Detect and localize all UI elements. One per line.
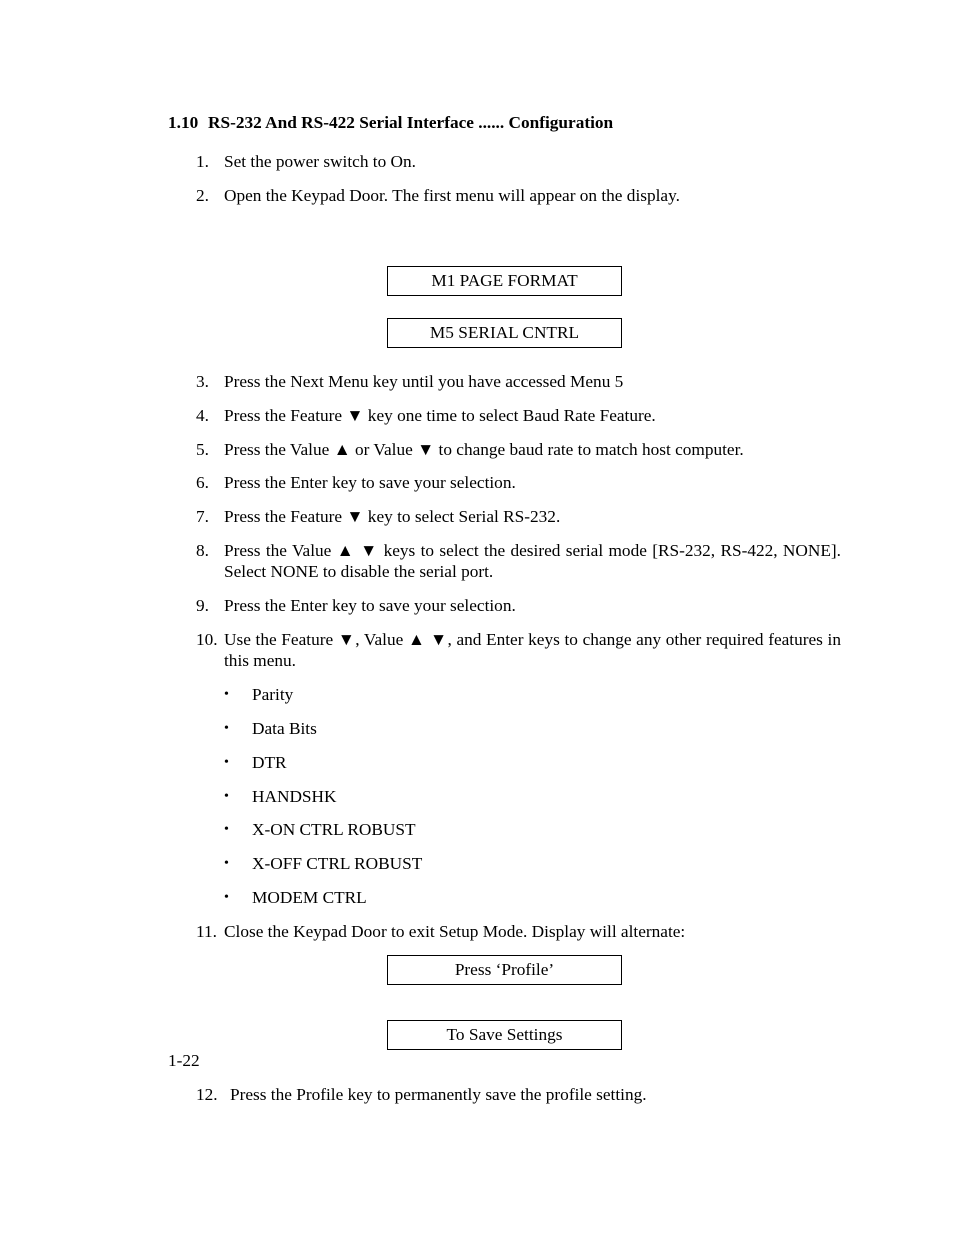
step-text: Press the Next Menu key until you have accessed Menu 5 <box>224 372 624 391</box>
step-number: 6. <box>196 473 209 492</box>
feature-label: MODEM CTRL <box>252 888 367 907</box>
page-number: 1-22 <box>168 1051 200 1070</box>
bullet-icon: • <box>224 755 229 770</box>
display-box-save-settings: To Save Settings <box>387 1020 622 1050</box>
bullet-icon: • <box>224 721 229 736</box>
bullet-icon: • <box>224 822 229 837</box>
feature-label: X-OFF CTRL ROBUST <box>252 854 423 873</box>
step-number: 10. <box>196 630 218 649</box>
step-number: 2. <box>196 186 209 205</box>
step-text: Press the Feature ▼ key one time to select Baud Rate Feature. <box>224 406 656 425</box>
display-box-m5: M5 SERIAL CNTRL <box>387 318 622 348</box>
step-text: Press the Profile key to permanently save the profile setting. <box>230 1085 647 1104</box>
step-number: 7. <box>196 507 209 526</box>
feature-item <box>224 853 422 874</box>
step-item <box>196 540 841 582</box>
step-text: Set the power switch to On. <box>224 152 416 171</box>
feature-label: Parity <box>252 685 294 704</box>
step-item <box>196 151 841 172</box>
step-item <box>196 921 841 942</box>
section-heading <box>168 113 613 133</box>
feature-label: HANDSHK <box>252 787 337 806</box>
step-number: 3. <box>196 372 209 391</box>
step-item <box>196 1084 841 1105</box>
feature-item <box>224 718 317 739</box>
bullet-icon: • <box>224 687 229 702</box>
feature-label: Data Bits <box>252 719 317 738</box>
step-text: Use the Feature ▼, Value ▲ ▼, and Enter keys to change any other required features in this menu. <box>224 630 841 670</box>
feature-item <box>224 786 337 807</box>
display-box-m1: M1 PAGE FORMAT <box>387 266 622 296</box>
section-number: 1.10 <box>168 113 199 132</box>
feature-label: DTR <box>252 753 287 772</box>
step-text: Press the Value ▲ ▼ keys to select the desired serial mode [RS-232, RS-422, NONE]. Select NONE to disable the serial port. <box>224 541 841 581</box>
step-item <box>196 629 841 671</box>
step-text: Press the Value ▲ or Value ▼ to change baud rate to match host computer. <box>224 440 744 459</box>
step-item <box>196 439 841 460</box>
feature-item <box>224 887 367 908</box>
step-text: Press the Enter key to save your selection. <box>224 596 516 615</box>
bullet-icon: • <box>224 890 229 905</box>
feature-item <box>224 752 287 773</box>
bullet-icon: • <box>224 789 229 804</box>
step-text: Press the Feature ▼ key to select Serial RS-232. <box>224 507 561 526</box>
step-text: Close the Keypad Door to exit Setup Mode. Display will alternate: <box>224 922 686 941</box>
display-box-press-profile: Press ‘Profile’ <box>387 955 622 985</box>
step-number: 1. <box>196 152 209 171</box>
step-number: 4. <box>196 406 209 425</box>
step-number: 5. <box>196 440 209 459</box>
step-item <box>196 185 841 206</box>
step-number: 12. <box>196 1085 218 1104</box>
step-item <box>196 506 841 527</box>
feature-item <box>224 684 293 705</box>
bullet-icon: • <box>224 856 229 871</box>
step-item <box>196 595 841 616</box>
step-item <box>196 371 841 392</box>
feature-item <box>224 819 416 840</box>
feature-label: X-ON CTRL ROBUST <box>252 820 416 839</box>
step-number: 8. <box>196 541 209 560</box>
step-number: 11. <box>196 922 217 941</box>
section-title: RS-232 And RS-422 Serial Interface ...... Configuration <box>208 113 614 132</box>
step-text: Open the Keypad Door. The first menu will appear on the display. <box>224 186 680 205</box>
step-item <box>196 472 841 493</box>
step-number: 9. <box>196 596 209 615</box>
step-text: Press the Enter key to save your selection. <box>224 473 516 492</box>
step-item <box>196 405 841 426</box>
